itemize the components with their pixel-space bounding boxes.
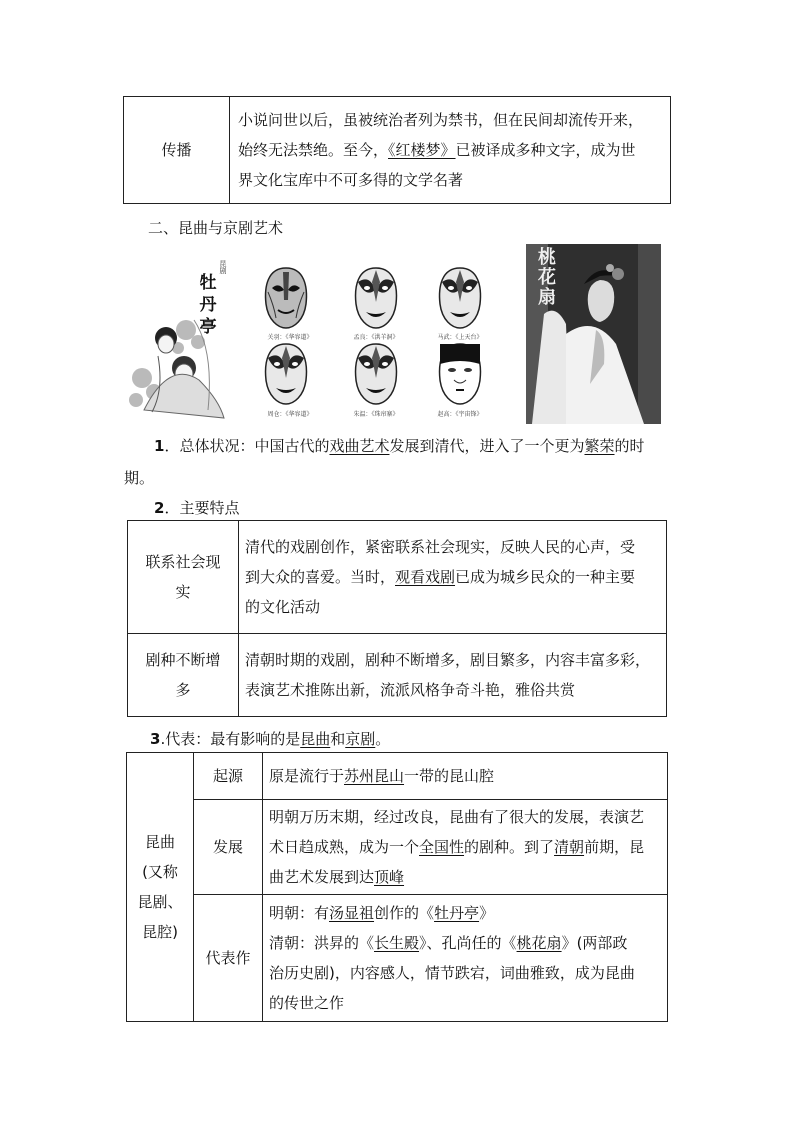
underlined-term: 长生殿 (374, 934, 420, 952)
paragraph-overall-status: 1．总体状况：中国古代的戏曲艺术发展到清代，进入了一个更为繁荣的时 期。 (124, 437, 645, 487)
text-run: 发展到清代，进入了一个更为 (389, 437, 585, 455)
text-run: 创作的《 (374, 904, 435, 922)
text-run: 小说问世以后，虽被统治者列为禁书，但在民间却流传开来， (238, 111, 644, 129)
underlined-term: 观看戏剧 (395, 568, 456, 586)
paragraph-main-features: 2．主要特点 (154, 499, 240, 517)
text-run: 原是流行于 (269, 767, 345, 785)
underlined-term: 京剧 (345, 730, 376, 748)
peony-caption-small: 昆剧 (219, 260, 227, 274)
text-run: 清朝：洪昇的《 (269, 934, 375, 952)
table-row (127, 895, 668, 1022)
text-line (269, 802, 661, 832)
text-line (245, 645, 660, 675)
kunqu-label: 昆曲 (又称 昆剧、 昆腔) (127, 753, 194, 1022)
text-run: 一带的昆山腔 (404, 767, 495, 785)
text-line (245, 532, 660, 562)
text-run: 始终无法禁绝。至今， (238, 141, 389, 159)
peach-title: 桃 花 扇 (538, 247, 556, 308)
mask-caption: 周仓：《华容道》 (267, 411, 313, 418)
underlined-term: 戏曲艺术 (329, 437, 390, 455)
table-row (124, 97, 671, 204)
text-run: 期。 (124, 469, 155, 487)
underlined-term: 汤显祖 (329, 904, 375, 922)
text-run: 》 (479, 904, 495, 922)
mask-caption: 赵高：《宇宙锋》 (437, 411, 483, 418)
table-row (127, 800, 668, 895)
row-content (239, 634, 667, 717)
row-content (263, 800, 668, 895)
text-run: 和 (330, 730, 346, 748)
text-run: 术日趋成熟，成为一个 (269, 838, 420, 856)
row-content (230, 97, 671, 204)
text-run: 界文化宝库中不可多得的文学名著 (238, 171, 464, 189)
row-label: 发展 (194, 800, 263, 895)
row-content (239, 521, 667, 634)
text-line (245, 675, 660, 705)
mask-caption: 朱温：《珠帘寨》 (353, 411, 399, 418)
text-line (245, 592, 660, 622)
text-run: 清代的戏剧创作，紧密联系社会现实，反映人民的心声，受 (245, 538, 636, 556)
text-run: 的时 (614, 437, 645, 455)
mask-caption: 关羽：《华容道》 (267, 334, 313, 341)
table-row (128, 521, 667, 634)
row-label: 传播 (124, 97, 230, 204)
text-run: 前期，昆 (584, 838, 645, 856)
text-run: 曲艺术发展到达 (269, 868, 375, 886)
row-content (263, 895, 668, 1022)
text-line (269, 988, 661, 1018)
underlined-term: 清朝 (554, 838, 585, 856)
paragraph-representatives: 3.代表：最有影响的是昆曲和京剧。 (150, 730, 391, 748)
underlined-term: 苏州昆山 (344, 767, 405, 785)
row-label: 联系社会现 实 (128, 521, 239, 634)
text-run: ．总体状况：中国古代的 (164, 437, 330, 455)
table-dissemination (123, 96, 671, 204)
text-run: 的剧种。到了 (464, 838, 555, 856)
row-label: 剧种不断增 多 (128, 634, 239, 717)
opera-masks-grid (256, 262, 498, 420)
peony-title: 牡 丹 亭 (199, 273, 217, 337)
text-run: 表演艺术推陈出新，流派风格争奇斗艳，雅俗共赏 (245, 681, 576, 699)
row-label: 代表作 (194, 895, 263, 1022)
text-run: .代表：最有影响的是 (160, 730, 301, 748)
text-line (238, 105, 662, 135)
row-label: 起源 (194, 753, 263, 800)
table-features (127, 520, 667, 717)
table-row (127, 753, 668, 800)
text-line (238, 165, 662, 195)
table-row (128, 634, 667, 717)
text-run: 的传世之作 (269, 994, 345, 1012)
underlined-term: 牡丹亭 (434, 904, 480, 922)
text-run: 》、孔尚任的《 (419, 934, 517, 952)
underlined-term: 顶峰 (374, 868, 405, 886)
underlined-term: 桃花扇 (516, 934, 562, 952)
text-run: 治历史剧)，内容感人，情节跌宕，词曲雅致，成为昆曲 (269, 964, 635, 982)
text-run: 。 (375, 730, 391, 748)
section-title: 二、昆曲与京剧艺术 (148, 219, 284, 237)
peach-blossom-fan-photo (526, 244, 661, 424)
text-line (269, 928, 661, 958)
text-run: 明朝万历末期，经过改良，昆曲有了很大的发展，表演艺 (269, 808, 645, 826)
text-run: 到大众的喜爱。当时， (245, 568, 396, 586)
text-run: 清朝时期的戏剧，剧种不断增多，剧目繁多，内容丰富多彩， (245, 651, 651, 669)
peony-pavilion-illustration (124, 260, 230, 420)
underlined-term: 《红楼梦》 (388, 141, 456, 159)
text-run: 已成为城乡民众的一种主要 (455, 568, 636, 586)
underlined-term: 昆曲 (300, 730, 331, 748)
text-line (245, 562, 660, 592)
text-line (269, 898, 661, 928)
text-line (269, 761, 661, 791)
underlined-term: 全国性 (419, 838, 465, 856)
text-line (269, 832, 661, 862)
mask-caption: 孟良：《洪羊洞》 (353, 334, 399, 341)
text-run: 已被译成多种文字，成为世 (455, 141, 636, 159)
mask-caption: 马武：《上天台》 (437, 334, 483, 341)
text-line (269, 958, 661, 988)
text-line (238, 135, 662, 165)
underlined-term: 繁荣 (584, 437, 615, 455)
row-content (263, 753, 668, 800)
text-run: 的文化活动 (245, 598, 321, 616)
text-run: 》(两部政 (561, 934, 628, 952)
text-run: 明朝：有 (269, 904, 330, 922)
table-kunqu (126, 752, 668, 1022)
text-line (269, 862, 661, 892)
